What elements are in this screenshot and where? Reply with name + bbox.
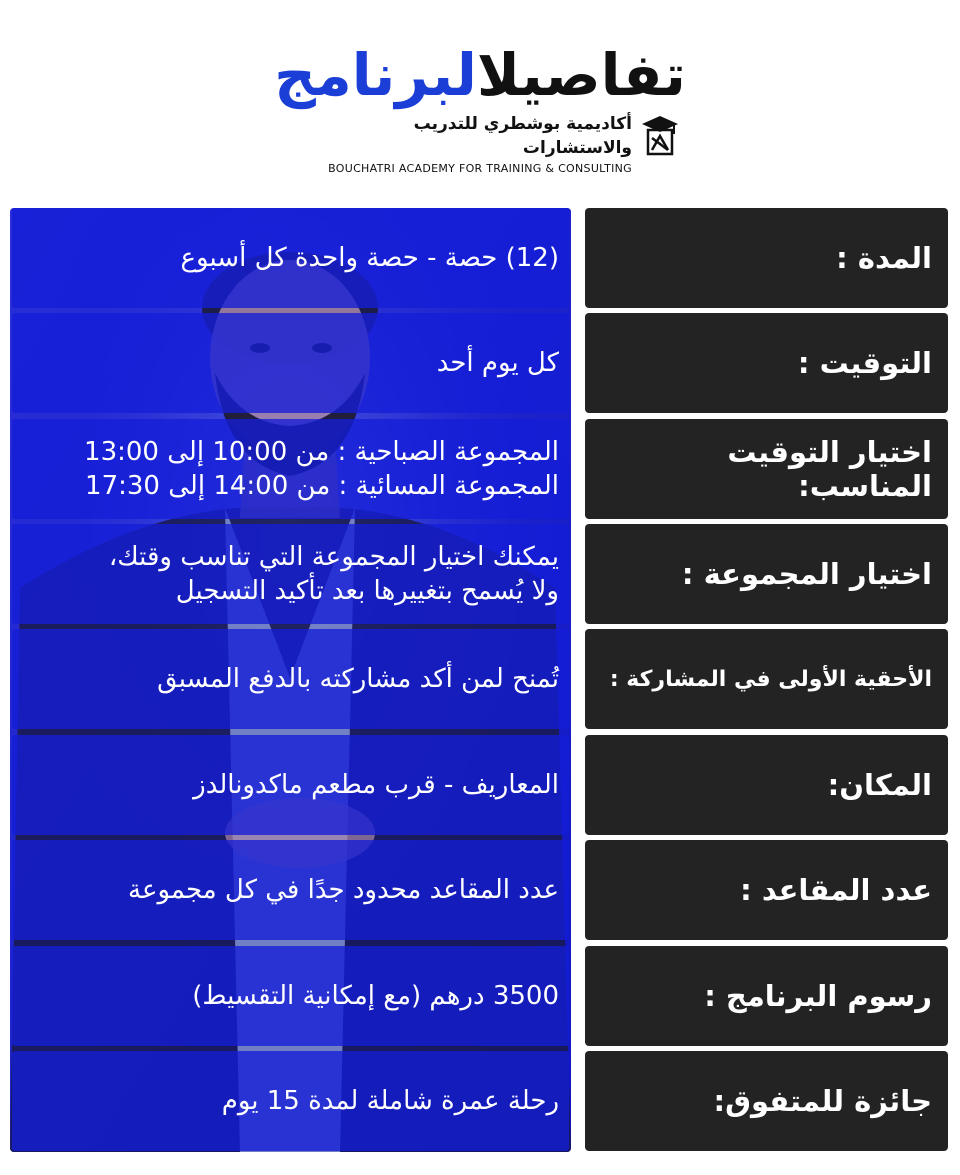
page-header (0, 0, 960, 200)
value-line: تُمنح لمن أكد مشاركته بالدفع المسبق (157, 664, 559, 694)
row-value (12, 946, 569, 1046)
value-line: المجموعة المسائية : من 14:00 إلى 17:30 (85, 471, 559, 501)
row-prize (10, 1051, 948, 1151)
row-location (10, 735, 948, 835)
value-line: رحلة عمرة شاملة لمدة 15 يوم (221, 1086, 559, 1116)
brand-block (300, 112, 680, 175)
row-label: جائزة للمتفوق: (585, 1051, 948, 1151)
row-fees (10, 946, 948, 1046)
graduation-cap-logo-icon (640, 114, 680, 156)
value-line: يمكنك اختيار المجموعة التي تناسب وقتك، (108, 542, 559, 572)
brand-text (302, 112, 632, 178)
value-line: المجموعة الصباحية : من 10:00 إلى 13:00 (84, 437, 559, 467)
row-group-choice (10, 524, 948, 624)
row-label: اختيار التوقيت المناسب: (585, 419, 948, 519)
brand-name-english: BOUCHATRI ACADEMY FOR TRAINING & CONSULTING (328, 162, 632, 175)
row-timing (10, 313, 948, 413)
row-priority (10, 629, 948, 729)
row-seats (10, 840, 948, 940)
title-part-1: تفاصيل (476, 41, 686, 109)
row-label: المكان: (585, 735, 948, 835)
value-line: ولا يُسمح بتغييرها بعد تأكيد التسجيل (175, 576, 559, 606)
row-value (12, 208, 569, 308)
value-line: كل يوم أحد (436, 348, 559, 378)
value-line: 3500 درهم (مع إمكانية التقسيط) (192, 981, 559, 1011)
title-part-2: البرنامج (274, 41, 477, 109)
value-line: (12) حصة - حصة واحدة كل أسبوع (180, 243, 559, 273)
row-label: عدد المقاعد : (585, 840, 948, 940)
value-line: المعاريف - قرب مطعم ماكدونالدز (193, 770, 559, 800)
row-value (12, 735, 569, 835)
row-label: التوقيت : (585, 313, 948, 413)
page-title (0, 30, 960, 120)
brand-name-arabic: أكاديمية بوشطري للتدريب والاستشارات (413, 114, 632, 158)
row-value (12, 419, 569, 519)
row-label: اختيار المجموعة : (585, 524, 948, 624)
row-label: المدة : (585, 208, 948, 308)
row-label: رسوم البرنامج : (585, 946, 948, 1046)
row-time-slot-choice (10, 419, 948, 519)
row-label: الأحقية الأولى في المشاركة : (585, 629, 948, 729)
row-value (12, 629, 569, 729)
row-value (12, 1051, 569, 1151)
row-value (12, 840, 569, 940)
row-value (12, 524, 569, 624)
program-details-table (10, 208, 948, 1152)
row-duration (10, 208, 948, 308)
value-line: عدد المقاعد محدود جدًا في كل مجموعة (128, 875, 559, 905)
row-value (12, 313, 569, 413)
